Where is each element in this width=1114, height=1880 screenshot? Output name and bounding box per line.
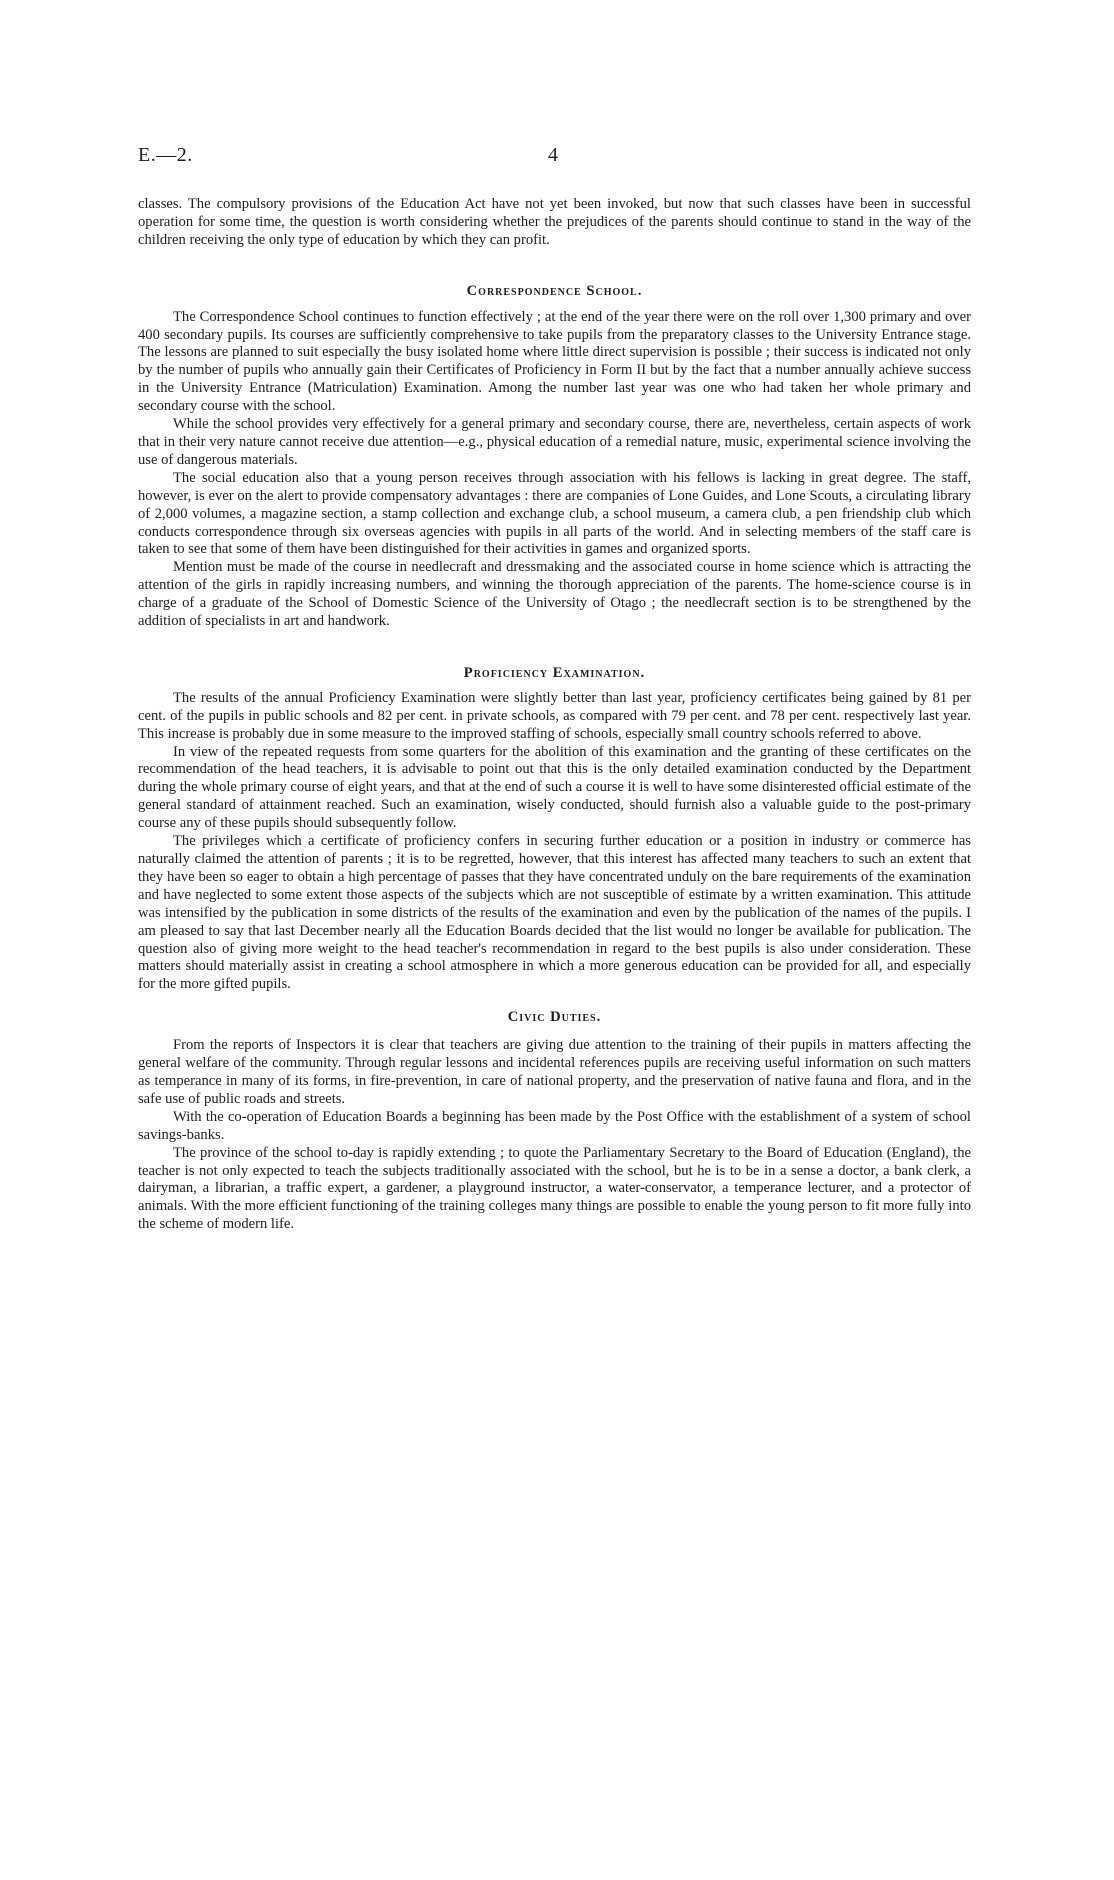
intro-paragraph: classes. The compulsory provisions of the Education Act have not yet been invoked, but now that such classes have been in successful operation for some time, the question is worth considering whether the prejudices of the parents should continue to stand in the way of the children receiving the only type of education by which they can profit.	[138, 196, 971, 248]
body-paragraph: While the school provides very effectively for a general primary and secondary course, there are, nevertheless, certain aspects of work that in their very nature cannot receive due attention—e.g., physical education of a remedial nature, music, experimental science involving the use of dangerous materials.	[138, 416, 971, 468]
section-correspondence-school	[138, 283, 971, 631]
page-number: 4	[548, 144, 558, 166]
section-proficiency-examination	[138, 665, 971, 994]
body-paragraph: Mention must be made of the course in needlecraft and dressmaking and the associated course in home science which is attracting the attention of the girls in rapidly increasing numbers, and winning the thorough appreciation of the parents. The home-science course is in charge of a graduate of the School of Domestic Science of the University of Otago ; the needlecraft section is to be strengthened by the addition of specialists in art and handwork.	[138, 559, 971, 630]
body-paragraph: With the co-operation of Education Boards a beginning has been made by the Post Office with the establishment of a system of school savings-banks.	[138, 1108, 971, 1143]
section-heading: Civic Duties.	[507, 1009, 602, 1026]
body-paragraph: The results of the annual Proficiency Examination were slightly better than last year, proficiency certificates being gained by 81 per cent. of the pupils in public schools and 82 per cent. in private schools, as compared with 79 per cent. and 78 per cent. respectively last year. This increase is probably due in some measure to the improved staffing of schools, especially small country schools referred to above.	[138, 689, 971, 742]
body-paragraph: In view of the repeated requests from some quarters for the abolition of this examination and the granting of these certificates on the recommendation of the head teachers, it is advisable to point out that this is the only detailed examination conducted by the Department during the whole primary course of eight years, and that at the end of such a course it is well to have some disinterested official estimate of the general standard of attainment reached. Such an examination, wisely conducted, should furnish also a valuable guide to the post-primary course any of these pupils should subsequently follow.	[138, 743, 971, 832]
section-heading: Correspondence School.	[466, 282, 643, 299]
document-body	[138, 196, 971, 1234]
section-civic-duties	[138, 1009, 971, 1234]
document-reference: E.—2.	[138, 144, 193, 166]
body-paragraph: From the reports of Inspectors it is clear that teachers are giving due attention to the training of their pupils in matters affecting the general welfare of the community. Through regular lessons and incidental references pupils are receiving useful information on such matters as temperance in many of its forms, in fire-prevention, in care of national property, and the preservation of native fauna and flora, and in the safe use of public roads and streets.	[138, 1037, 971, 1107]
body-paragraph: The province of the school to-day is rapidly extending ; to quote the Parliamentary Secretary to the Board of Education (England), the teacher is not only expected to teach the subjects traditionally associated with the school, but he is to be in a sense a doctor, a bank clerk, a dairyman, a librarian, a traffic expert, a gardener, a playground instructor, a water-conservator, a temperance lecturer, and a protector of animals. With the more efficient functioning of the training colleges many things are possible to enable the young person to fit more fully into the scheme of modern life.	[138, 1144, 971, 1233]
body-paragraph: The privileges which a certificate of proficiency confers in securing further education or a position in industry or commerce has naturally claimed the attention of parents ; it is to be regretted, however, that this interest has affected many teachers to such an extent that they have been so eager to obtain a high percentage of passes that they have concentrated unduly on the bare requirements of the examination and have neglected to some extent those aspects of the subjects which are not susceptible of estimate by a written examination. This attitude was intensified by the publication in some districts of the results of the examination and even by the publication of the names of the pupils. I am pleased to say that last December nearly all the Education Boards decided that the list would no longer be available for publication. The question also of giving more weight to the head teacher's recommendation in regard to the best pupils is also under consideration. These matters should materially assist in creating a school atmosphere in which a more generous education can be provided for all, and especially for the more gifted pupils.	[138, 833, 971, 993]
page-header	[138, 144, 978, 174]
section-heading: Proficiency Examination.	[463, 664, 646, 681]
body-paragraph: The social education also that a young person receives through association with his fellows is lacking in great degree. The staff, however, is ever on the alert to provide compensatory advantages : there are companies of Lone Guides, and Lone Scouts, a circulating library of 2,000 volumes, a magazine section, a stamp collection and exchange club, a school museum, a camera club, a pen friendship club which conducts correspondence through six overseas agencies with pupils in all parts of the world. And in selecting members of the staff care is taken to see that some of them have been distinguished for their activities in games and organized sports.	[138, 469, 971, 558]
body-paragraph: The Correspondence School continues to function effectively ; at the end of the year there were on the roll over 1,300 primary and over 400 secondary pupils. Its courses are sufficiently comprehensive to take pupils from the preparatory classes to the University Entrance stage. The lessons are planned to suit especially the busy isolated home where little direct supervision is possible ; their success is indicated not only by the number of pupils who annually gain their Certificates of Proficiency in Form II but by the fact that a number annually achieve success in the University Entrance (Matriculation) Examination. Among the number last year was one who had taken her whole primary and secondary course with the school.	[138, 308, 971, 415]
